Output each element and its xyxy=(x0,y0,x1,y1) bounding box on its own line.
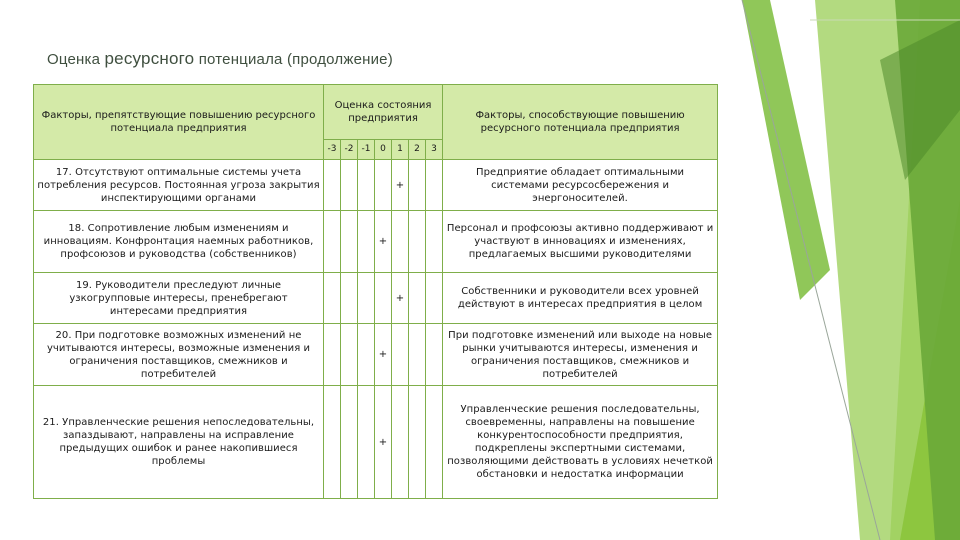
title-word-3: потенциала (продолжение) xyxy=(198,51,393,68)
positive-factor-cell: Собственники и руководители всех уровней действуют в интересах предприятия в целом xyxy=(443,273,718,324)
scale-0: 0 xyxy=(375,140,392,160)
scale-2: 2 xyxy=(409,140,426,160)
score-cell xyxy=(392,211,409,273)
positive-factor-cell: Предприятие обладает оптимальными системами ресурсосбережения и энергоносителей. xyxy=(443,160,718,211)
score-cell xyxy=(409,211,426,273)
score-cell xyxy=(324,386,341,499)
score-cell xyxy=(324,211,341,273)
scale-1: 1 xyxy=(392,140,409,160)
score-cell xyxy=(341,273,358,324)
score-cell xyxy=(375,273,392,324)
table-row xyxy=(34,324,718,386)
score-cell xyxy=(324,160,341,211)
score-cell xyxy=(426,160,443,211)
header-assessment: Оценка состояния предприятия xyxy=(324,85,443,140)
score-mark: + xyxy=(392,160,409,211)
resource-potential-table xyxy=(33,84,718,499)
score-mark: + xyxy=(375,324,392,386)
score-cell xyxy=(341,211,358,273)
score-cell xyxy=(358,386,375,499)
table-row xyxy=(34,386,718,499)
table-row xyxy=(34,211,718,273)
positive-factor-cell: Управленческие решения последовательны, своевременны, направлены на повышение конкурентоспособности предприятия, подкреплены экспертными системами, позволяющими действовать в условиях нечеткой обстановки и недостатка информации xyxy=(443,386,718,499)
score-cell xyxy=(426,211,443,273)
scale-minus-1: -1 xyxy=(358,140,375,160)
negative-factor-cell: 17. Отсутствуют оптимальные системы учета потребления ресурсов. Постоянная угроза закрытия инспектирующими органами xyxy=(34,160,324,211)
scale-minus-3: -3 xyxy=(324,140,341,160)
score-cell xyxy=(392,324,409,386)
light-green-band xyxy=(890,0,960,540)
scale-3: 3 xyxy=(426,140,443,160)
negative-factor-cell: 19. Руководители преследуют личные узкогрупповые интересы, пренебрегают интересами предприятия xyxy=(34,273,324,324)
positive-factor-cell: При подготовке изменений или выходе на новые рынки учитываются интересы, изменения и ограничения поставщиков, смежников и потребителей xyxy=(443,324,718,386)
score-cell xyxy=(426,324,443,386)
title-word-1: Оценка xyxy=(47,51,101,68)
score-cell xyxy=(358,160,375,211)
mid-green-strip xyxy=(895,0,960,540)
thin-diagonal-line xyxy=(742,0,880,540)
table-row xyxy=(34,160,718,211)
table-row xyxy=(34,273,718,324)
pale-green-wedge xyxy=(815,0,960,540)
header-positive-factors: Факторы, способствующие повышению ресурсного потенциала предприятия xyxy=(443,85,718,160)
score-mark: + xyxy=(375,386,392,499)
score-cell xyxy=(341,386,358,499)
score-cell xyxy=(358,273,375,324)
score-cell xyxy=(375,160,392,211)
score-cell xyxy=(324,273,341,324)
slide-title xyxy=(47,49,393,69)
positive-factor-cell: Персонал и профсоюзы активно поддерживают и участвуют в инновациях и изменениях, предлагаемых высшими руководителями xyxy=(443,211,718,273)
score-cell xyxy=(409,324,426,386)
scale-minus-2: -2 xyxy=(341,140,358,160)
score-mark: + xyxy=(375,211,392,273)
score-cell xyxy=(409,160,426,211)
score-cell xyxy=(426,386,443,499)
negative-factor-cell: 21. Управленческие решения непоследовательны, запаздывают, направлены на исправление предыдущих ошибок и ранее накопившиеся проблемы xyxy=(34,386,324,499)
header-negative-factors: Факторы, препятствующие повышению ресурсного потенциала предприятия xyxy=(34,85,324,160)
score-cell xyxy=(358,324,375,386)
score-cell xyxy=(392,386,409,499)
score-cell xyxy=(324,324,341,386)
score-cell xyxy=(409,386,426,499)
score-cell xyxy=(426,273,443,324)
negative-factor-cell: 20. При подготовке возможных изменений не учитываются интересы, возможные изменения и ограничения поставщиков, смежников и потребителей xyxy=(34,324,324,386)
dark-green-facet xyxy=(880,20,960,180)
score-mark: + xyxy=(392,273,409,324)
negative-factor-cell: 18. Сопротивление любым изменениям и инновациям. Конфронтация наемных работников, профсоюзов и руководства (собственников) xyxy=(34,211,324,273)
green-sliver xyxy=(742,0,830,300)
title-word-2: ресурсного xyxy=(104,49,195,68)
score-cell xyxy=(358,211,375,273)
score-cell xyxy=(341,160,358,211)
score-cell xyxy=(409,273,426,324)
score-cell xyxy=(341,324,358,386)
